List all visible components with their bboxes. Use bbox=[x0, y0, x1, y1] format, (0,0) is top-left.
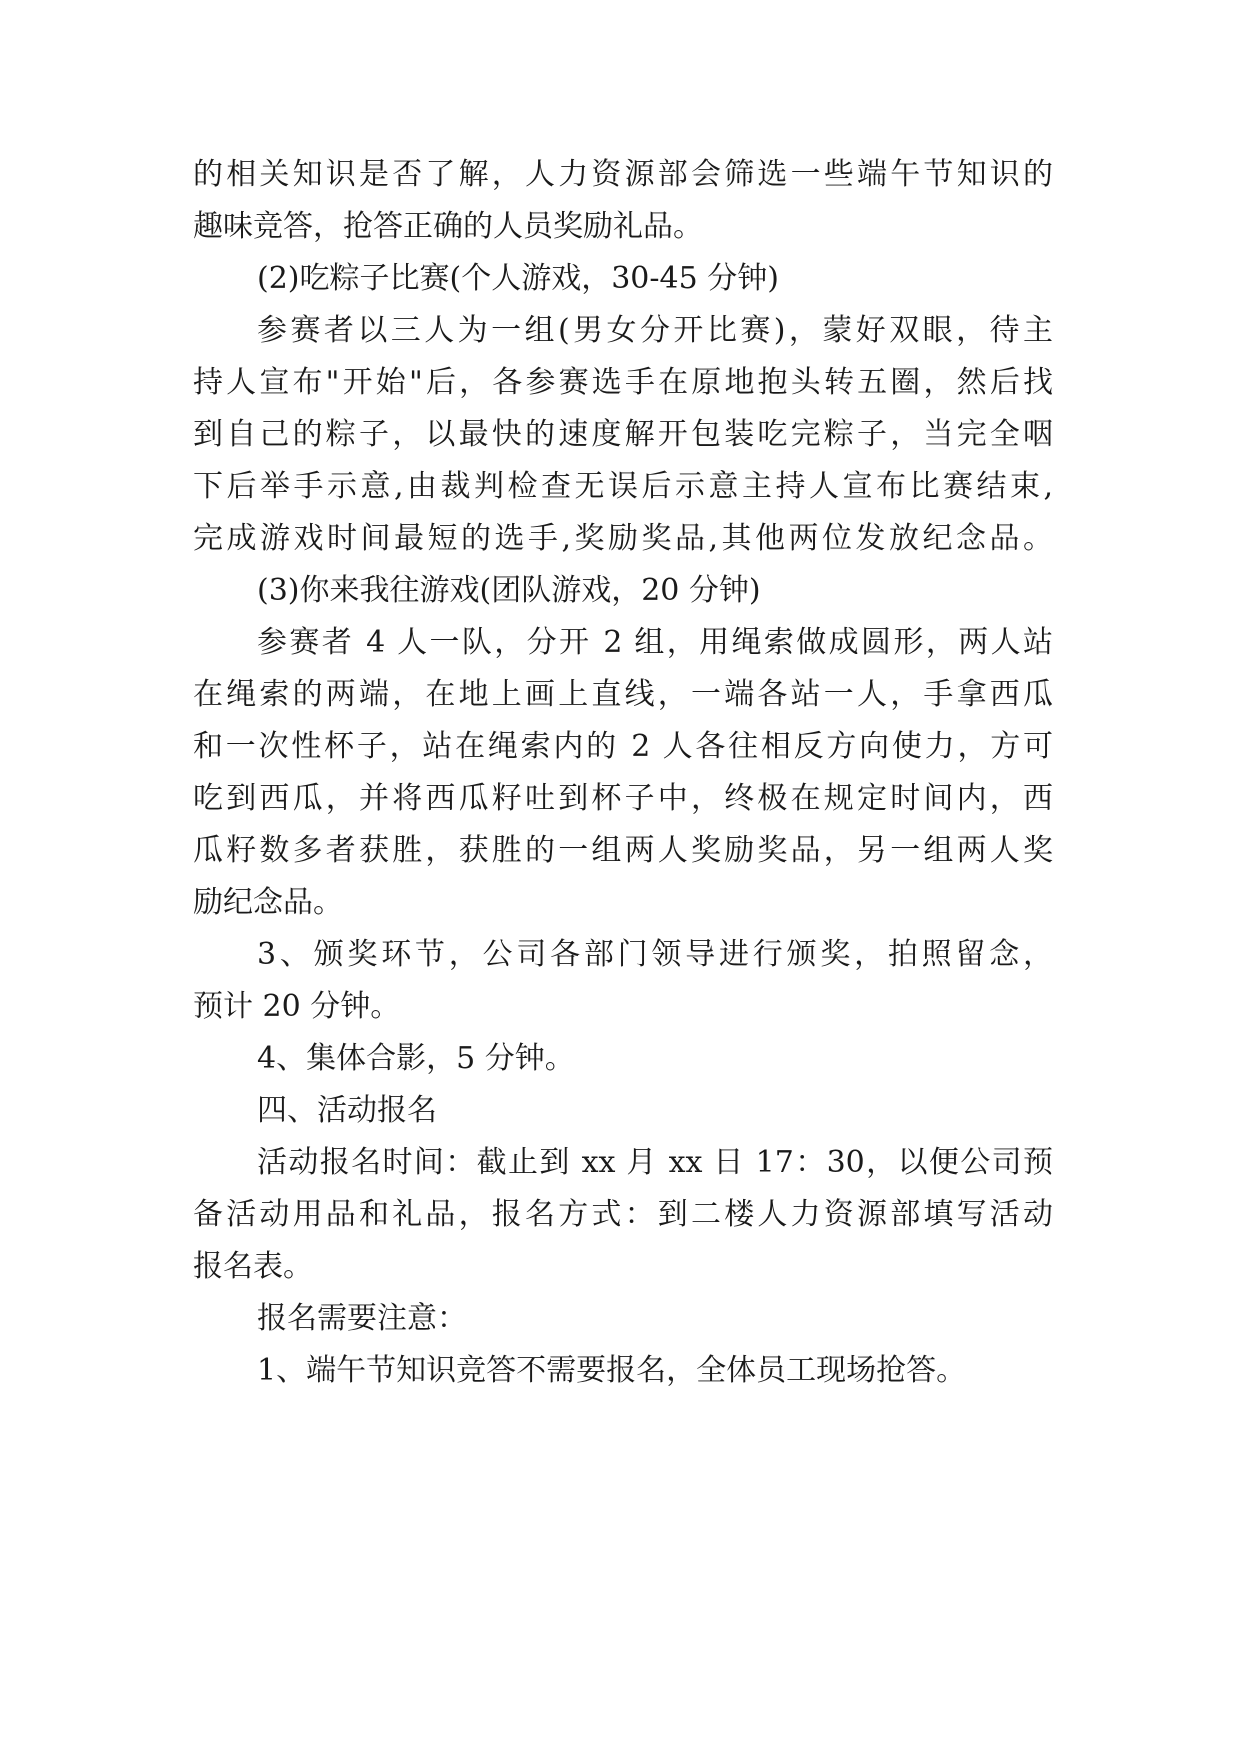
body-text-line: 励纪念品。 bbox=[193, 885, 343, 920]
body-text-line: 备活动用品和礼品，报名方式：到二楼人力资源部填写活动 bbox=[193, 1197, 1053, 1232]
body-text-line: 活动报名时间：截止到 xx 月 xx 日 17：30，以便公司预 bbox=[257, 1145, 1053, 1180]
body-text-line: 到自己的粽子，以最快的速度解开包装吃完粽子，当完全咽 bbox=[193, 417, 1053, 452]
body-text-line: 的相关知识是否了解，人力资源部会筛选一些端午节知识的 bbox=[193, 157, 1053, 192]
body-text-line: 吃到西瓜，并将西瓜籽吐到杯子中，终极在规定时间内，西 bbox=[193, 781, 1053, 816]
body-text-line: 持人宣布"开始"后，各参赛选手在原地抱头转五圈，然后找 bbox=[193, 365, 1053, 400]
body-text-line: 趣味竞答，抢答正确的人员奖励礼品。 bbox=[193, 209, 703, 244]
subsection-heading: (3)你来我往游戏(团队游戏，20 分钟) bbox=[257, 573, 761, 608]
body-text-line: 和一次性杯子，站在绳索内的 2 人各往相反方向使力，方可 bbox=[193, 729, 1053, 764]
body-text-line: 3、颁奖环节，公司各部门领导进行颁奖，拍照留念， bbox=[257, 937, 1053, 972]
body-text-line: 预计 20 分钟。 bbox=[193, 989, 401, 1024]
body-text-line: 在绳索的两端，在地上画上直线，一端各站一人，手拿西瓜 bbox=[193, 677, 1053, 712]
body-text-line: 4、集体合影，5 分钟。 bbox=[257, 1041, 575, 1076]
subsection-heading: (2)吃粽子比赛(个人游戏，30-45 分钟) bbox=[257, 261, 779, 296]
body-text-line: 1、端午节知识竞答不需要报名，全体员工现场抢答。 bbox=[257, 1353, 967, 1388]
section-heading: 四、活动报名 bbox=[257, 1093, 437, 1128]
body-text-line: 完成游戏时间最短的选手,奖励奖品,其他两位发放纪念品。 bbox=[193, 521, 1053, 556]
body-text-line: 瓜籽数多者获胜，获胜的一组两人奖励奖品，另一组两人奖 bbox=[193, 833, 1053, 868]
body-text-line: 下后举手示意,由裁判检查无误后示意主持人宣布比赛结束, bbox=[193, 469, 1053, 504]
body-text-line: 报名需要注意： bbox=[257, 1301, 467, 1336]
body-text-line: 参赛者以三人为一组(男女分开比赛)，蒙好双眼，待主 bbox=[257, 313, 1053, 348]
body-text-line: 报名表。 bbox=[193, 1249, 313, 1284]
body-text-line: 参赛者 4 人一队，分开 2 组，用绳索做成圆形，两人站 bbox=[257, 625, 1053, 660]
